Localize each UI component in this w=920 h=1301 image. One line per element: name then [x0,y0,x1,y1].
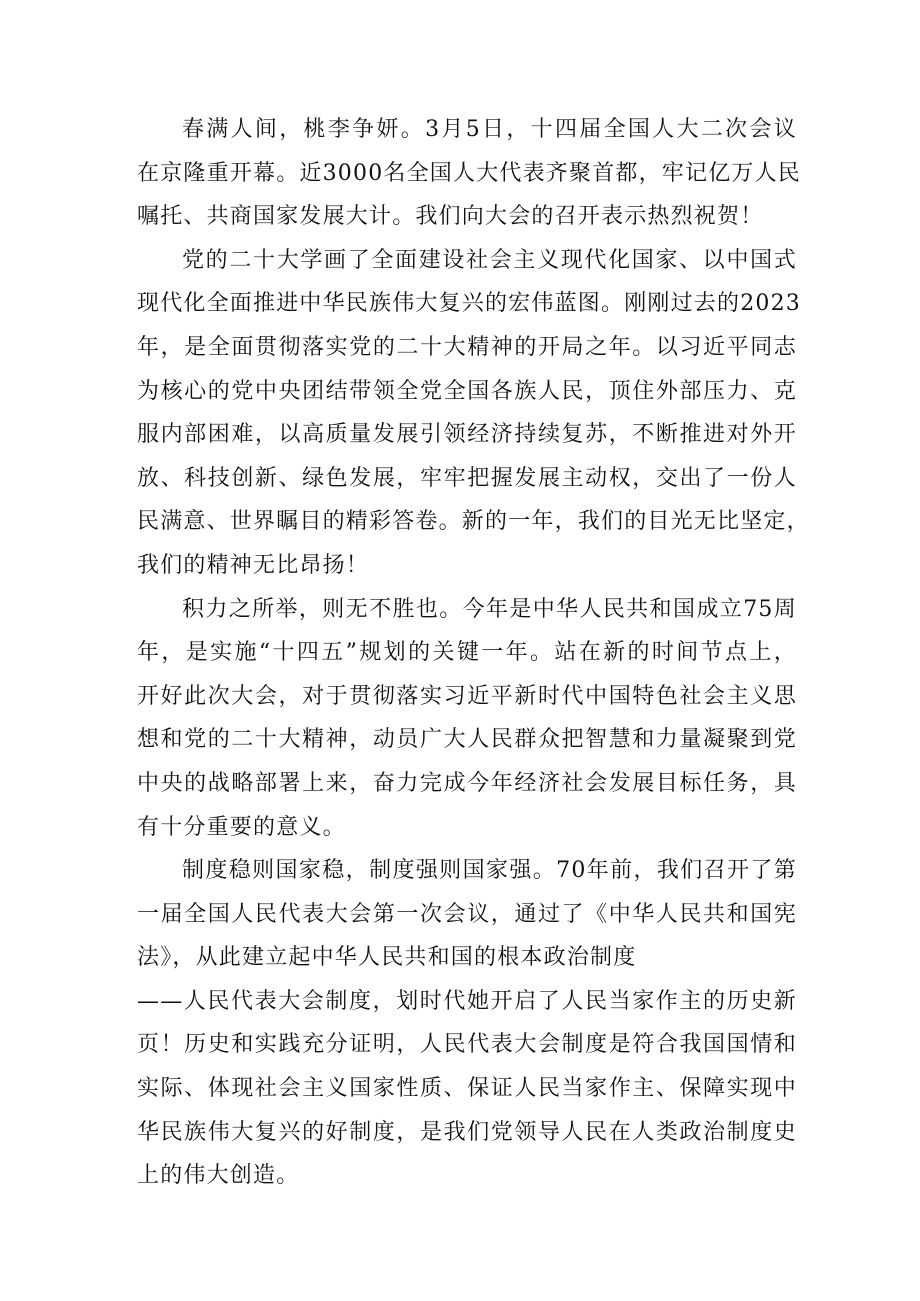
paragraph-line: 实际、体现社会主义国家性质、保证人民当家作主、保障实现中 [137,1076,797,1102]
paragraph-line: 年，是全面贯彻落实党的二十大精神的开局之年。以习近平同志 [137,334,797,360]
paragraph-line: 现代化全面推进中华民族伟大复兴的宏伟蓝图。刚刚过去的2023 [137,291,801,317]
paragraph-line: 为核心的党中央团结带领全党全国各族人民，顶住外部压力、克 [137,378,797,404]
paragraph-line: 嘱托、共商国家发展大计。我们向大会的召开表示热烈祝贺！ [137,204,764,230]
paragraph-line: 我们的精神无比昂扬！ [137,552,370,578]
paragraph-line: 上的伟大创造。 [137,1163,300,1189]
paragraph-line: 春满人间，桃李争妍。3月5日，十四届全国人大二次会议 [182,117,797,142]
paragraph-line: 放、科技创新、绿色发展，牢牢把握发展主动权，交出了一份人 [137,465,797,491]
paragraph-line: 积力之所举，则无不胜也。今年是中华人民共和国成立75周 [182,596,797,622]
paragraph-line: 华民族伟大复兴的好制度，是我们党领导人民在人类政治制度史 [137,1119,797,1145]
paragraph-line: 民满意、世界瞩目的精彩答卷。新的一年，我们的目光无比坚定， [137,509,810,535]
paragraph-line: 中央的战略部署上来，奋力完成今年经济社会发展目标任务，具 [137,770,797,796]
paragraph-line: 服内部困难，以高质量发展引领经济持续复苏，不断推进对外开 [137,422,797,448]
paragraph-line: 年，是实施“十四五”规划的关键一年。站在新的时间节点上， [137,640,797,666]
paragraph-line: 在京隆重开幕。近3000名全国人大代表齐聚首都，牢记亿万人民 [137,160,801,186]
article-body [137,108,810,1198]
paragraph-line: 页！历史和实践充分证明，人民代表大会制度是符合我国国情和 [137,1032,797,1058]
paragraph-line: 制度稳则国家稳，制度强则国家强。70年前，我们召开了第 [182,858,797,884]
paragraph-line: 一届全国人民代表大会第一次会议，通过了《中华人民共和国宪 [137,901,797,927]
paragraph-line: 想和党的二十大精神，动员广大人民群众把智慧和力量凝聚到党 [137,727,797,753]
paragraph-line: 开好此次大会，对于贯彻落实习近平新时代中国特色社会主义思 [137,683,797,709]
paragraph-line: 党的二十大学画了全面建设社会主义现代化国家、以中国式 [182,247,797,273]
paragraph-line: 法》，从此建立起中华人民共和国的根本政治制度 [137,945,637,971]
paragraph-line: ——人民代表大会制度，划时代她开启了人民当家作主的历史新 [137,988,797,1014]
paragraph-line: 有十分重要的意义。 [137,814,346,840]
